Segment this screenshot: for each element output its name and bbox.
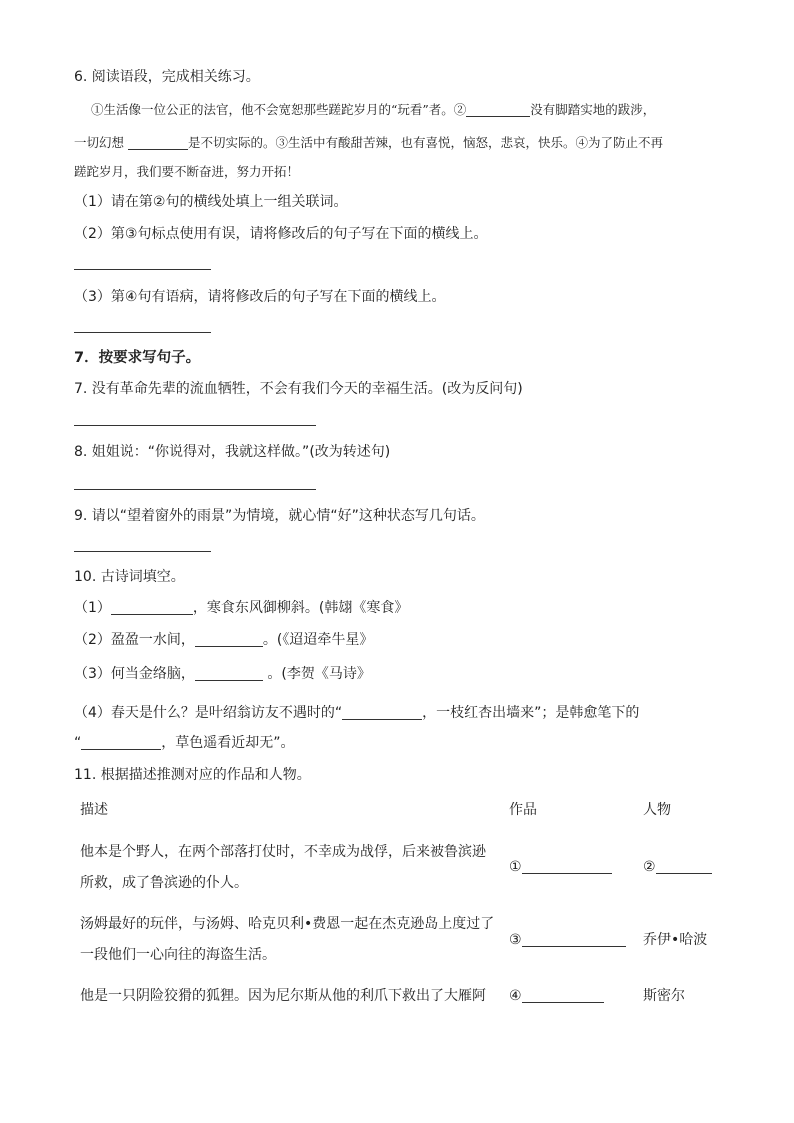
table-row-3-desc-line-1: 他是一只阴险狡猾的狐狸。因为尼尔斯从他的利爪下救出了大雁阿 <box>80 988 486 1004</box>
q10-blank-3[interactable] <box>195 666 263 681</box>
q6-passage-line-2 <box>74 134 663 152</box>
item-text: （2）盈盈一水间， <box>74 632 195 648</box>
q10-blank-5[interactable] <box>81 735 161 750</box>
item-text: 。(李贺《马诗》 <box>262 666 371 682</box>
q6-passage-line-1 <box>91 101 655 119</box>
answer-line[interactable] <box>74 332 211 333</box>
section-7-heading: 7．按要求写句子。 <box>74 350 201 366</box>
answer-line[interactable] <box>74 489 316 490</box>
table-row-1-work-field[interactable] <box>509 858 612 876</box>
answer-line[interactable] <box>74 425 316 426</box>
item-text: ，寒食东风御柳斜。(韩翃《寒食》 <box>192 600 409 616</box>
q9-text: 9. 请以“望着窗外的雨景”为情境，就心情“好”这种状态写几句话。 <box>74 508 485 524</box>
table-row-3-person: 斯密尔 <box>643 988 685 1004</box>
item-text: （4）春天是什么？是叶绍翁访友不遇时的“ <box>74 705 343 721</box>
table-header-description: 描述 <box>80 802 108 818</box>
q10-item-4 <box>74 704 639 722</box>
item-text: “ <box>74 735 82 751</box>
table-row-2-person: 乔伊•哈波 <box>643 932 708 948</box>
item-text: 。(《迢迢牵牛星》 <box>262 632 374 648</box>
q6-sub-3: （3）第④句有语病，请将修改后的句子写在下面的横线上。 <box>74 289 446 305</box>
table-row-2-work-field[interactable] <box>509 931 626 949</box>
passage-text: 没有脚踏实地的跋涉， <box>530 102 656 117</box>
table-row-1-person-field[interactable] <box>643 858 712 876</box>
answer-line[interactable] <box>74 269 211 270</box>
table-header-person: 人物 <box>643 802 671 818</box>
table-row-3-work-field[interactable] <box>509 987 604 1005</box>
q11-title: 11. 根据描述推测对应的作品和人物。 <box>74 767 311 783</box>
q8-text: 8. 姐姐说：“你说得对，我就这样做。”(改为转述句) <box>74 444 391 460</box>
q10-blank-2[interactable] <box>195 632 263 647</box>
circled-number: ③ <box>509 932 522 948</box>
passage-text: 是不切实际的。③生活中有酸甜苦辣，也有喜悦，恼怒，悲哀，快乐。④为了防止不再 <box>187 135 663 150</box>
q10-item-4-cont <box>74 734 295 752</box>
q10-item-1 <box>74 599 408 617</box>
table-header-work: 作品 <box>509 802 537 818</box>
work-blank-3[interactable] <box>522 932 626 947</box>
q6-title: 6. 阅读语段，完成相关练习。 <box>74 69 260 85</box>
q6-blank-2[interactable] <box>128 135 188 150</box>
q6-sub-1: （1）请在第②句的横线处填上一组关联词。 <box>74 194 348 210</box>
q6-sub-2: （2）第③句标点使用有误，请将修改后的句子写在下面的横线上。 <box>74 226 488 242</box>
q6-passage-line-3: 蹉跎岁月，我们要不断奋进，努力开拓！ <box>74 164 300 179</box>
table-row-1-desc-line-2: 所救，成了鲁滨逊的仆人。 <box>80 875 248 891</box>
circled-number: ④ <box>509 988 522 1004</box>
passage-text: 一切幻想 <box>74 135 128 150</box>
item-text: ，一枝红杏出墙来”；是韩愈笔下的 <box>422 705 640 721</box>
work-blank-1[interactable] <box>522 859 612 874</box>
person-blank-2[interactable] <box>656 859 712 874</box>
table-row-1-desc-line-1: 他本是个野人，在两个部落打仗时，不幸成为战俘，后来被鲁滨逊 <box>80 844 486 860</box>
item-text: （3）何当金络脑， <box>74 666 195 682</box>
table-row-2-desc-line-2: 一段他们一心向往的海盗生活。 <box>80 947 276 963</box>
q10-title: 10. 古诗词填空。 <box>74 569 185 585</box>
work-blank-4[interactable] <box>522 988 604 1003</box>
q10-item-2 <box>74 631 373 649</box>
circled-number: ② <box>643 859 656 875</box>
q10-item-3 <box>74 665 371 683</box>
answer-line[interactable] <box>74 551 211 552</box>
passage-text: ①生活像一位公正的法官，他不会宽恕那些蹉跎岁月的“玩看”者。② <box>91 102 467 117</box>
q7-text: 7. 没有革命先辈的流血牺牲，不会有我们今天的幸福生活。(改为反问句) <box>74 381 523 397</box>
q10-blank-1[interactable] <box>111 600 193 615</box>
circled-number: ① <box>509 859 522 875</box>
item-text: ，草色遥看近却无”。 <box>161 735 295 751</box>
q10-blank-4[interactable] <box>342 705 422 720</box>
item-text: （1） <box>74 600 111 616</box>
table-row-2-desc-line-1: 汤姆最好的玩伴，与汤姆、哈克贝利•费恩一起在杰克逊岛上度过了 <box>80 916 495 932</box>
q6-blank-1[interactable] <box>466 102 530 117</box>
